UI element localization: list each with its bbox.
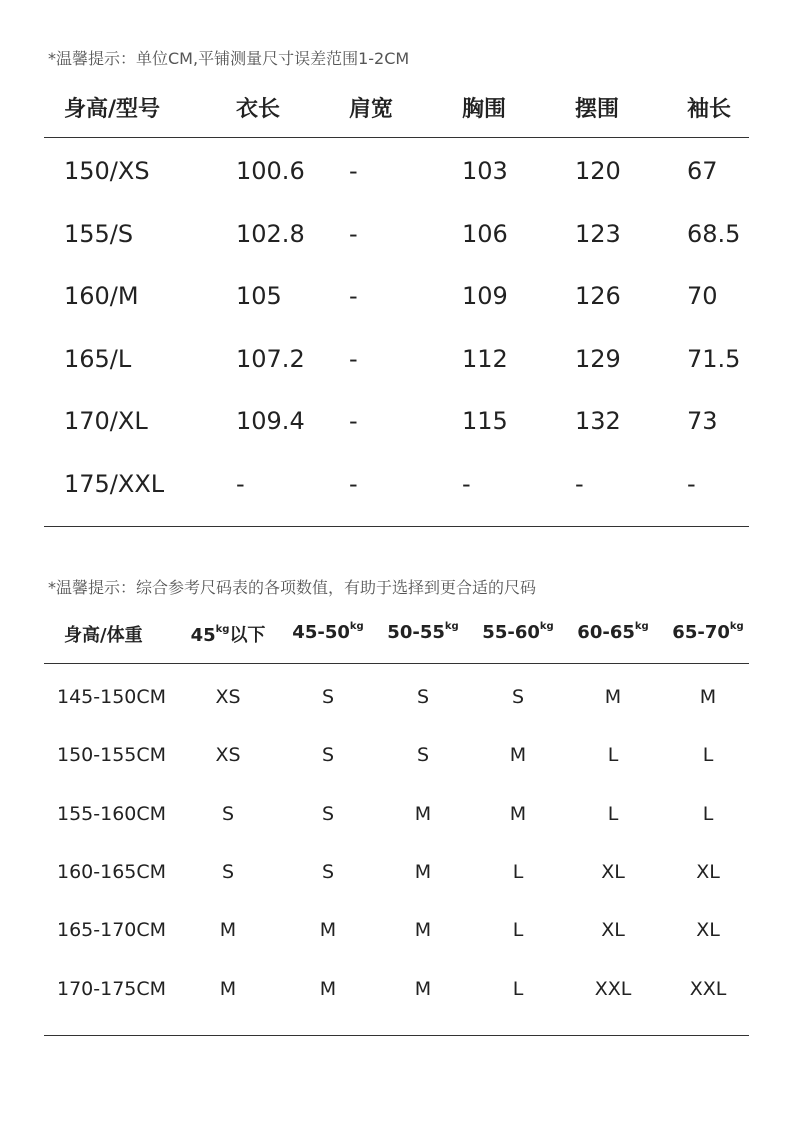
cell-size: M [699, 686, 717, 708]
cell-size: S [321, 802, 335, 825]
unit-superscript: kg [634, 621, 649, 632]
unit-superscript: kg [539, 621, 554, 632]
cell-size: XL [696, 919, 720, 942]
cell-size: M [414, 977, 432, 1000]
cell-size: M [414, 860, 432, 883]
cell-height-range: 165-170CM [57, 919, 167, 942]
cell-shoulder: - [349, 470, 358, 498]
cell-size: L [702, 744, 714, 767]
header-chest: 胸围 [462, 97, 507, 122]
cell-shoulder: - [349, 282, 358, 311]
cell-size: XXL [594, 977, 632, 1000]
cell-length: 100.6 [236, 157, 305, 185]
header-label: 45 [190, 625, 216, 646]
cell-chest: 115 [462, 407, 508, 436]
header-weight-range [577, 621, 648, 643]
cell-sleeve: 71.5 [687, 344, 741, 373]
cell-size: S [511, 686, 525, 708]
header-divider [44, 663, 749, 664]
header-divider [44, 137, 749, 138]
header-weight-range [482, 621, 553, 643]
header-shoulder: 肩宽 [349, 97, 394, 122]
cell-size: XL [601, 919, 625, 942]
cell-sleeve: 68.5 [687, 219, 741, 248]
cell-size: S [321, 860, 335, 883]
table-bottom-divider [44, 526, 749, 527]
cell-height-model: 170/XL [64, 407, 148, 436]
cell-height-range: 160-165CM [57, 860, 167, 883]
cell-size: S [221, 860, 235, 883]
header-length: 衣长 [236, 97, 281, 122]
cell-hem: 132 [575, 407, 621, 436]
cell-sleeve: - [687, 470, 696, 498]
cell-height-model: 165/L [64, 344, 132, 373]
unit-superscript: kg [729, 621, 744, 632]
cell-size: L [512, 860, 524, 883]
header-weight-range [672, 621, 743, 643]
header-label: 身高/体重 [64, 625, 143, 646]
header-height-weight [64, 621, 143, 647]
cell-size: M [219, 919, 237, 942]
cell-height-range: 150-155CM [57, 744, 167, 767]
cell-size: S [416, 686, 430, 708]
header-label: 55-60 [482, 622, 540, 643]
cell-height-model: 160/M [64, 282, 139, 311]
cell-size: M [509, 744, 527, 767]
cell-size: XS [215, 744, 241, 767]
cell-size: L [512, 919, 524, 942]
cell-sleeve: 70 [687, 282, 718, 311]
cell-size: M [414, 802, 432, 825]
cell-shoulder: - [349, 219, 358, 248]
header-sleeve: 袖长 [687, 97, 732, 122]
cell-height-range: 155-160CM [57, 802, 167, 825]
header-label: 65-70 [672, 622, 730, 643]
cell-size: XL [696, 860, 720, 883]
header-weight-range [292, 621, 363, 643]
cell-height-model: 175/XXL [64, 470, 165, 498]
cell-size: S [321, 686, 335, 708]
cell-size: S [321, 744, 335, 767]
size-chart-note: *温馨提示：单位CM,平铺测量尺寸误差范围1-2CM [48, 49, 410, 68]
cell-shoulder: - [349, 344, 358, 373]
cell-chest: - [462, 470, 471, 498]
cell-hem: - [575, 470, 584, 498]
cell-length: 107.2 [236, 344, 305, 373]
cell-height-model: 150/XS [64, 157, 150, 185]
cell-length: 102.8 [236, 219, 305, 248]
cell-size: L [607, 802, 619, 825]
cell-height-model: 155/S [64, 219, 134, 248]
cell-size: M [319, 977, 337, 1000]
cell-size: XS [215, 686, 241, 708]
header-weight-range [387, 621, 458, 643]
cell-hem: 126 [575, 282, 621, 311]
cell-length: 105 [236, 282, 282, 311]
cell-hem: 120 [575, 157, 621, 185]
cell-shoulder: - [349, 407, 358, 436]
cell-size: L [702, 802, 714, 825]
header-label: 60-65 [577, 622, 635, 643]
unit-superscript: kg [349, 621, 364, 632]
header-hem: 摆围 [575, 97, 620, 122]
cell-length: 109.4 [236, 407, 305, 436]
cell-size: M [414, 919, 432, 942]
cell-hem: 129 [575, 344, 621, 373]
cell-shoulder: - [349, 157, 358, 185]
table-bottom-divider [44, 1035, 749, 1036]
cell-chest: 112 [462, 344, 508, 373]
cell-size: M [219, 977, 237, 1000]
cell-size: M [319, 919, 337, 942]
cell-sleeve: 67 [687, 157, 718, 185]
cell-size: S [221, 802, 235, 825]
cell-hem: 123 [575, 219, 621, 248]
recommend-chart-note: *温馨提示：综合参考尺码表的各项数值，有助于选择到更合适的尺码 [48, 578, 537, 597]
cell-length: - [236, 470, 245, 498]
header-suffix: 以下 [229, 625, 266, 646]
header-weight-range [191, 621, 266, 647]
cell-height-range: 145-150CM [57, 686, 167, 708]
cell-size: XXL [689, 977, 727, 1000]
header-height-model: 身高/型号 [64, 97, 161, 122]
cell-size: L [512, 977, 524, 1000]
cell-chest: 106 [462, 219, 508, 248]
unit-superscript: kg [215, 624, 230, 635]
cell-size: M [604, 686, 622, 708]
unit-superscript: kg [444, 621, 459, 632]
cell-chest: 109 [462, 282, 508, 311]
cell-size: M [509, 802, 527, 825]
header-label: 45-50 [292, 622, 350, 643]
cell-height-range: 170-175CM [57, 977, 167, 1000]
cell-chest: 103 [462, 157, 508, 185]
cell-size: XL [601, 860, 625, 883]
header-label: 50-55 [387, 622, 445, 643]
cell-sleeve: 73 [687, 407, 718, 436]
cell-size: L [607, 744, 619, 767]
cell-size: S [416, 744, 430, 767]
